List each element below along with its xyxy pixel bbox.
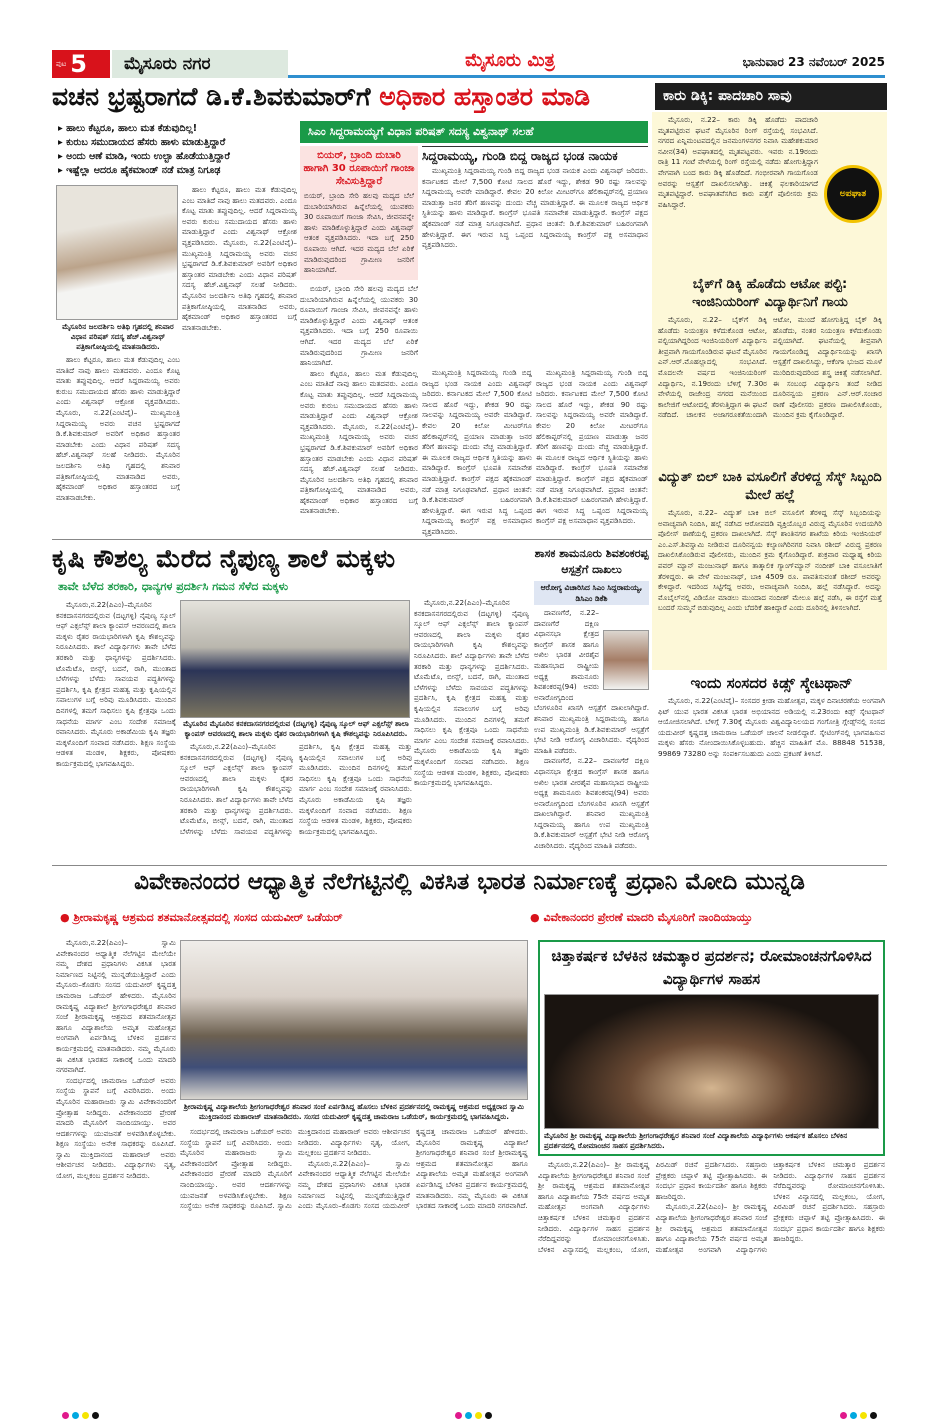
mla-story — [534, 546, 649, 860]
accident-badge: ಅಪಘಾತ — [824, 165, 882, 223]
page-number: 5 — [70, 50, 87, 78]
sidebar-body: ಬಿಯರ್, ಬ್ರಾಂದಿ ಸೇರಿ ಹಲವು ಮದ್ಯದ ಬೆಲೆ ದುಬಾರಿಯಾಗಿರುವ ಹಿನ್ನೆಲೆಯಲ್ಲಿ ಯುವಕರು 30 ರೂಪಾಯಿಗೆ ಗಾಂಜಾ ಸೇವಿಸಿ, ಜೀವನವನ್ನೇ ಹಾಳು ಮಾಡಿಕೊಳ್ಳುತ್ತಿದ್ದಾರೆ ಎಂದು ವಿಶ್ವನಾಥ್ ಆತಂಕ ವ್ಯಕ್ತಪಡಿಸಿದರು. ಇದಾ ಬಗ್ಗೆ 250 ರೂಪಾಯಿ ಆಗಿದೆ. ಇದರ ಮದ್ಯದ ಬೆಲೆ ಏರಿಕೆ ಮಾಡಿರುವುದರಿಂದ ಗ್ರಾಮೀಣ ಜನರಿಗೆ ಹಾನಿಯಾಗಿದೆ. — [304, 191, 414, 275]
photo-caption: ಮೈಸೂರಿನ ಜಲದರ್ಶಿನಿ ಅತಿಥಿ ಗೃಹದಲ್ಲಿ ಶನಿವಾರ ವಿಧಾನ ಪರಿಷತ್ ಸದಸ್ಯ ಹೆಚ್.ವಿಶ್ವನಾಥ್ ಪತ್ರಿಕಾಗೋಷ್ಠಿಯಲ್ಲಿ ಮಾತನಾಡಿದರು. — [62, 322, 174, 351]
agriculture-headline: ಕೃಷಿ ಕೌಶಲ್ಯ ಮೆರೆದ ನೈಪುಣ್ಯ ಶಾಲೆ ಮಕ್ಕಳು — [52, 544, 396, 573]
page-label: ಪುಟ — [56, 59, 67, 68]
masthead-logo: ಮೈಸೂರು ಮಿತ್ರ — [465, 50, 555, 71]
agriculture-subheadline: ತಾವೇ ಬೆಳೆದ ತರಕಾರಿ, ಧಾನ್ಯಗಳ ಪ್ರದರ್ಶಿಸಿ ಗಮನ ಸೆಳೆದ ಮಕ್ಕಳು — [58, 580, 289, 593]
light-show-box — [538, 940, 885, 1156]
story1-mid-stack — [300, 146, 418, 530]
bullet-item: ▸ ಕುರುಬ ಸಮುದಾಯದ ಹೆಸರು ಹಾಳು ಮಾಡುತ್ತಿದ್ದಾರೆ — [58, 137, 226, 148]
story2-photo-stack — [180, 600, 412, 860]
story4-photo-stack — [180, 940, 528, 1398]
event-stage-photo — [180, 940, 528, 1100]
sub-headline: ಸಿದ್ದರಾಮಯ್ಯ, ಗುಂಡಿ ಬಿದ್ದ ರಾಜ್ಯದ ಭಂಡ ನಾಯಕ — [422, 146, 648, 164]
bullet-item: ▸ ಇಷ್ಟೆಲ್ಲಾ ಆದರೂ ಹೈಕಮಾಂಡ್ ನಡೆ ಮಾತ್ರ ನಿಗೂಢ — [58, 165, 221, 176]
green-subhead-bar: ಸಿಎಂ ಸಿದ್ದರಾಮಯ್ಯಗೆ ವಿಧಾನ ಪರಿಷತ್ ಸದಸ್ಯ ವಿಶ್ವನಾಥ್ ಸಲಹೆ — [300, 121, 648, 143]
headline-bullets — [58, 122, 300, 180]
story1-right-stack — [422, 146, 648, 364]
article-body: ಮೈಸೂರು,ನ.22(ಪಿಎಂ)–ಮೈಸೂರಿನ ಕನಕದಾಸನಗರದಲ್ಲಿರುವ (ದಟ್ಟಗಳ್ಳಿ) ನೈಪುಣ್ಯ ಸ್ಕೂಲ್ ಆಫ್ ಎಕ್ಸಲೆನ್ಸ್ ಶಾಲಾ ಕ್ಯಾಂಪಸ್ ಆವರಣದಲ್ಲಿ ಶಾಲಾ ಮಕ್ಕಳು ರೈತರ ರಾಯಭಾರಿಗಳಾಗಿ ಕೃಷಿ ಕೌಶಲ್ಯವನ್ನು ನಿರೂಪಿಸಿದರು. ಶಾಲೆ ವಿದ್ಯಾರ್ಥಿಗಳು ತಾವೇ ಬೆಳೆದ ತರಕಾರಿ ಮತ್ತು ಧಾನ್ಯಗಳನ್ನು ಪ್ರದರ್ಶಿಸಿದರು. ಟೊಮೆಟೊ, ಬೀನ್ಸ್, ಬದನೆ, ರಾಗಿ, ಮುಂತಾದ ಬೆಳೆಗಳನ್ನು ಬೆಳೆದು ಸಾವಯವ ಪದ್ಧತಿಗಳನ್ನು ಪ್ರದರ್ಶಿಸಿ, ಕೃಷಿ ಕ್ಷೇತ್ರದ ಮಹತ್ವ ಮತ್ತು ಕೃಷಿಯಲ್ಲಿನ ಸವಾಲುಗಳ ಬಗ್ಗೆ ಅರಿವು ಮೂಡಿಸಿದರು. ಮುಂದಿನ ದಿನಗಳಲ್ಲಿ ತಮಗೆ ಸಾಧಿಸಲು ಕೃಷಿ ಕ್ಷೇತ್ರವೂ ಒಂದು ಸಾಧನೆಯ ಮಾರ್ಗ ಎಂಬ ಸಂದೇಶ ಸಮಾಜಕ್ಕೆ ರವಾನಿಸಿದರು. ಮೈಸೂರು ಅಕಾಡೆಮಿಯ ಕೃಷಿ ತಜ್ಞರು ಮಕ್ಕಳೊಂದಿಗೆ ಸಂವಾದ ನಡೆಸಿದರು. ಶಿಕ್ಷಣ ಸಂಸ್ಥೆಯ ಆಡಳಿತ ಮಂಡಳಿ, ಶಿಕ್ಷಕರು, ಪೋಷಕರು ಕಾರ್ಯಕ್ರಮದಲ್ಲಿ ಭಾಗವಹಿಸಿದ್ದರು. — [180, 742, 412, 836]
story1-left-stack — [56, 185, 180, 530]
article-body: ಮೈಸೂರು,ನ.22(ಪಿಎಂ)– ಶ್ರೀ ರಾಮಕೃಷ್ಣ ವಿದ್ಯಾಶಾಲೆಯ ಶ್ರೀಗಂಗಾಧರೇಶ್ವರ ಶನಿವಾರ ಸಂಜೆ ಶ್ರೀ ರಾಮಕೃಷ್ಣ ಆಶ್ರಮದ ಶತಮಾನೋತ್ಸವ ಹಾಗೂ ವಿದ್ಯಾಶಾಲೆಯ 75ನೇ ವರ್ಷದ ಅಮೃತ ಮಹೋತ್ಸವ ಅಂಗವಾಗಿ ವಿದ್ಯಾರ್ಥಿಗಳು ಚಿತ್ತಾಕರ್ಷಕ ಬೆಳಕಿನ ಚಮತ್ಕಾರ ಪ್ರದರ್ಶನ ನೀಡಿದರು. ವಿದ್ಯಾರ್ಥಿಗಳ ಸಾಹಸ ಪ್ರದರ್ಶನ ನೆರೆದಿದ್ದವರನ್ನು ರೋಮಾಂಚನಗೊಳಿಸಿತು. ಬೆಳಕಿನ ವಿನ್ಯಾಸದಲ್ಲಿ ಮಲ್ಲಕಂಬ, ಯೋಗ, ಪಿರಮಿಡ್ ರಚನೆ ಪ್ರದರ್ಶಿಸಿದರು. ಸಹಸ್ರಾರು ಪ್ರೇಕ್ಷಕರು ಚಪ್ಪಾಳೆ ತಟ್ಟಿ ಪ್ರೋತ್ಸಾಹಿಸಿದರು. ಈ ಸಂದರ್ಭ ಪ್ರಧಾನ ಕಾರ್ಯದರ್ಶಿ ಹಾಗೂ ಶಿಕ್ಷಕರು ಹಾಜರಿದ್ದರು. ಮೈಸೂರು,ನ.22(ಪಿಎಂ)– ಶ್ರೀ ರಾಮಕೃಷ್ಣ ವಿದ್ಯಾಶಾಲೆಯ ಶ್ರೀಗಂಗಾಧರೇಶ್ವರ ಶನಿವಾರ ಸಂಜೆ ಶ್ರೀ ರಾಮಕೃಷ್ಣ ಆಶ್ರಮದ ಶತಮಾನೋತ್ಸವ ಹಾಗೂ ವಿದ್ಯಾಶಾಲೆಯ 75ನೇ ವರ್ಷದ ಅಮೃತ ಮಹೋತ್ಸವ ಅಂಗವಾಗಿ ವಿದ್ಯಾರ್ಥಿಗಳು ಚಿತ್ತಾಕರ್ಷಕ ಬೆಳಕಿನ ಚಮತ್ಕಾರ ಪ್ರದರ್ಶನ ನೀಡಿದರು. ವಿದ್ಯಾರ್ಥಿಗಳ ಸಾಹಸ ಪ್ರದರ್ಶನ ನೆರೆದಿದ್ದವರನ್ನು ರೋಮಾಂಚನಗೊಳಿಸಿತು. ಬೆಳಕಿನ ವಿನ್ಯಾಸದಲ್ಲಿ ಮಲ್ಲಕಂಬ, ಯೋಗ, ಪಿರಮಿಡ್ ರಚನೆ ಪ್ರದರ್ಶಿಸಿದರು. ಸಹಸ್ರಾರು ಪ್ರೇಕ್ಷಕರು ಚಪ್ಪಾಳೆ ತಟ್ಟಿ ಪ್ರೋತ್ಸಾಹಿಸಿದರು. ಈ ಸಂದರ್ಭ ಪ್ರಧಾನ ಕಾರ್ಯದರ್ಶಿ ಹಾಗೂ ಶಿಕ್ಷಕರು ಹಾಜರಿದ್ದರು. — [538, 1160, 885, 1254]
pink-sidebar-box — [300, 146, 418, 280]
page-tag — [52, 50, 110, 78]
vivekananda-sub2: ● ವಿವೇಕಾನಂದರ ಪ್ರೇರಣೆ ಮಾದರಿ ಮೈಸೂರಿಗೆ ನಾಂದಿಯಾಯ್ತು — [530, 911, 753, 924]
accident-headline: ಕಾರು ಡಿಕ್ಕಿ: ಪಾದಚಾರಿ ಸಾವು — [655, 83, 887, 110]
students-photo — [180, 600, 410, 718]
article-body: ಮೈಸೂರು,ನ.22(ಪಿಎಂ)–ಮೈಸೂರಿನ ಕನಕದಾಸನಗರದಲ್ಲಿರುವ (ದಟ್ಟಗಳ್ಳಿ) ನೈಪುಣ್ಯ ಸ್ಕೂಲ್ ಆಫ್ ಎಕ್ಸಲೆನ್ಸ್ ಶಾಲಾ ಕ್ಯಾಂಪಸ್ ಆವರಣದಲ್ಲಿ ಶಾಲಾ ಮಕ್ಕಳು ರೈತರ ರಾಯಭಾರಿಗಳಾಗಿ ಕೃಷಿ ಕೌಶಲ್ಯವನ್ನು ನಿರೂಪಿಸಿದರು. ಶಾಲೆ ವಿದ್ಯಾರ್ಥಿಗಳು ತಾವೇ ಬೆಳೆದ ತರಕಾರಿ ಮತ್ತು ಧಾನ್ಯಗಳನ್ನು ಪ್ರದರ್ಶಿಸಿದರು. ಟೊಮೆಟೊ, ಬೀನ್ಸ್, ಬದನೆ, ರಾಗಿ, ಮುಂತಾದ ಬೆಳೆಗಳನ್ನು ಬೆಳೆದು ಸಾವಯವ ಪದ್ಧತಿಗಳನ್ನು ಪ್ರದರ್ಶಿಸಿ, ಕೃಷಿ ಕ್ಷೇತ್ರದ ಮಹತ್ವ ಮತ್ತು ಕೃಷಿಯಲ್ಲಿನ ಸವಾಲುಗಳ ಬಗ್ಗೆ ಅರಿವು ಮೂಡಿಸಿದರು. ಮುಂದಿನ ದಿನಗಳಲ್ಲಿ ತಮಗೆ ಸಾಧಿಸಲು ಕೃಷಿ ಕ್ಷೇತ್ರವೂ ಒಂದು ಸಾಧನೆಯ ಮಾರ್ಗ ಎಂಬ ಸಂದೇಶ ಸಮಾಜಕ್ಕೆ ರವಾನಿಸಿದರು. ಮೈಸೂರು ಅಕಾಡೆಮಿಯ ಕೃಷಿ ತಜ್ಞರು ಮಕ್ಕಳೊಂದಿಗೆ ಸಂವಾದ ನಡೆಸಿದರು. ಶಿಕ್ಷಣ ಸಂಸ್ಥೆಯ ಆಡಳಿತ ಮಂಡಳಿ, ಶಿಕ್ಷಕರು, ಪೋಷಕರು ಕಾರ್ಯಕ್ರಮದಲ್ಲಿ ಭಾಗವಹಿಸಿದ್ದರು. — [56, 600, 176, 768]
article-body: ಹಾಲು ಕೆಟ್ಟರೂ, ಹಾಲು ಮತ ಕೆಡುವುದಿಲ್ಲ ಎಂಬ ಮಾತಿದೆ ನಾವು ಹಾಲು ಮತದವರು. ಎಂದೂ ಕೊಟ್ಟ ಮಾತು ತಪ್ಪುವುದಿಲ್ಲ. ಆದರೆ ಸಿದ್ದರಾಮಯ್ಯ ಅವರು ಕುರುಬ ಸಮುದಾಯದ ಹೆಸರು ಹಾಳು ಮಾಡುತ್ತಿದ್ದಾರೆ ಎಂದು ವಿಶ್ವನಾಥ್ ಆಕ್ರೋಶ ವ್ಯಕ್ತಪಡಿಸಿದರು. ಮೈಸೂರು, ನ.22(ಎಂಟಿವೈ)– ಮುಖ್ಯಮಂತ್ರಿ ಸಿದ್ದರಾಮಯ್ಯ ಅವರು ವಚನ ಭ್ರಷ್ಟರಾಗದೆ ಡಿ.ಕೆ.ಶಿವಕುಮಾರ್ ಅವರಿಗೆ ಅಧಿಕಾರ ಹಸ್ತಾಂತರ ಮಾಡಬೇಕು ಎಂದು ವಿಧಾನ ಪರಿಷತ್ ಸದಸ್ಯ ಹೆಚ್.ವಿಶ್ವನಾಥ್ ಸಲಹೆ ನೀಡಿದರು. ಮೈಸೂರಿನ ಜಲದರ್ಶಿನಿ ಅತಿಥಿ ಗೃಹದಲ್ಲಿ ಶನಿವಾರ ಪತ್ರಿಕಾಗೋಷ್ಠಿಯಲ್ಲಿ ಮಾತನಾಡಿದ ಅವರು, ಹೈಕಮಾಂಡ್ ಅಧಿಕಾರ ಹಸ್ತಾಂತರದ ಬಗ್ಗೆ ಮಾತನಾಡಬೇಕು. — [182, 185, 297, 332]
article-body: ಮುಖ್ಯಮಂತ್ರಿ ಸಿದ್ದರಾಮಯ್ಯ ಗುಂಡಿ ಬಿದ್ದ ರಾಜ್ಯದ ಭಂಡ ನಾಯಕ ಎಂದು ವಿಶ್ವನಾಥ್ ಜರಿದರು. ಕರ್ನಾಟಕದ ಮೇಲೆ 7,500 ಕೋಟಿ ಸಾಲದ ಹೊರೆ ಇದ್ದು, ಶೇಕಡ 90 ರಷ್ಟು ಸಾಲವನ್ನು ಸಿದ್ದರಾಮಯ್ಯ ಅವರೇ ಮಾಡಿದ್ದಾರೆ. ಕೇವಲ 20 ಕಿಲೋ ಮೀಟರ್‌ಗೂ ಹೆಲಿಕಾಪ್ಟರ್‌ನಲ್ಲಿ ಪ್ರಯಾಣ ಮಾಡುತ್ತಾ ಜನರ ತೆರಿಗೆ ಹಣವನ್ನು ದುಂದು ವೆಚ್ಚ ಮಾಡುತ್ತಿದ್ದಾರೆ. ಈ ಮೂಲಕ ರಾಜ್ಯದ ಆರ್ಥಿಕ ಸ್ಥಿತಿಯನ್ನು ಹಾಳು ಮಾಡಿದ್ದಾರೆ. ಕಾಂಗ್ರೆಸ್ ಭೂಪತಿ ಸಮಾವೇಶ ಮಾಡುತ್ತಿದ್ದಾರೆ. ಕಾಂಗ್ರೆಸ್ ಪಕ್ಷದ ಹೈಕಮಾಂಡ್ ನಡೆ ಮಾತ್ರ ನಿಗೂಢವಾಗಿದೆ. ಪ್ರಧಾನ ಚಿಂತನೆ: ಡಿ.ಕೆ.ಶಿವಕುಮಾರ್ ಬಹಿರಂಗವಾಗಿ ಹೇಳುತ್ತಿದ್ದಾರೆ. ಈಗ ಇರುವ ಸಿದ್ಧ ಒಪ್ಪಂದ ಸಿದ್ದರಾಮಯ್ಯ ಕಾಂಗ್ರೆಸ್ ಪಕ್ಷ ಅಸಮಾಧಾನ ವ್ಯಕ್ತಪಡಿಸಿದರು. — [536, 368, 648, 526]
skatathon-headline: ಇಂದು ಸಂಸದರ ಕಿಡ್ಸ್ ಸ್ಕೇಟಥಾನ್ — [690, 674, 853, 692]
article-body: ದಾವಣಗೆರೆ, ನ.22– ದಾವಣಗೆರೆ ದಕ್ಷಿಣ ವಿಧಾನಸಭಾ ಕ್ಷೇತ್ರದ ಕಾಂಗ್ರೆಸ್ ಶಾಸಕ ಹಾಗೂ ಅಖಿಲ ಭಾರತ ವೀರಶೈವ ಮಹಾಸಭಾದ ರಾಷ್ಟ್ರೀಯ ಅಧ್ಯಕ್ಷ ಶಾಮನೂರು ಶಿವಶಂಕರಪ್ಪ(94) ಅವರು ಅನಾರೋಗ್ಯದಿಂದ ಬೆಂಗಳೂರಿನ ಖಾಸಗಿ ಆಸ್ಪತ್ರೆಗೆ ದಾಖಲಾಗಿದ್ದಾರೆ. ಶನಿವಾರ ಮುಖ್ಯಮಂತ್ರಿ ಸಿದ್ದರಾಮಯ್ಯ ಹಾಗೂ ಉಪ ಮುಖ್ಯಮಂತ್ರಿ ಡಿ.ಕೆ.ಶಿವಕುಮಾರ್ ಆಸ್ಪತ್ರೆಗೆ ಭೇಟಿ ನೀಡಿ ಆರೋಗ್ಯ ವಿಚಾರಿಸಿದರು. ವೈದ್ಯರಿಂದ ಮಾಹಿತಿ ಪಡೆದರು. ದಾವಣಗೆರೆ, ನ.22– ದಾವಣಗೆರೆ ದಕ್ಷಿಣ ವಿಧಾನಸಭಾ ಕ್ಷೇತ್ರದ ಕಾಂಗ್ರೆಸ್ ಶಾಸಕ ಹಾಗೂ ಅಖಿಲ ಭಾರತ ವೀರಶೈವ ಮಹಾಸಭಾದ ರಾಷ್ಟ್ರೀಯ ಅಧ್ಯಕ್ಷ ಶಾಮನೂರು ಶಿವಶಂಕರಪ್ಪ(94) ಅವರು ಅನಾರೋಗ್ಯದಿಂದ ಬೆಂಗಳೂರಿನ ಖಾಸಗಿ ಆಸ್ಪತ್ರೆಗೆ ದಾಖಲಾಗಿದ್ದಾರೆ. ಶನಿವಾರ ಮುಖ್ಯಮಂತ್ರಿ ಸಿದ್ದರಾಮಯ್ಯ ಹಾಗೂ ಉಪ ಮುಖ್ಯಮಂತ್ರಿ ಡಿ.ಕೆ.ಶಿವಕುಮಾರ್ ಆಸ್ಪತ್ರೆಗೆ ಭೇಟಿ ನೀಡಿ ಆರೋಗ್ಯ ವಿಚಾರಿಸಿದರು. ವೈದ್ಯರಿಂದ ಮಾಹಿತಿ ಪಡೆದರು. — [534, 608, 649, 851]
politician-photo — [56, 185, 178, 320]
article-body: ಮೈಸೂರು, ನ.22– ಬೈಕ್‌ಗೆ ಡಿಕ್ಕಿ ಹೊಡೆದು ನಿಯಂತ್ರಣ ಕಳೆದುಕೊಂಡ ಆಟೋ, ಪಲ್ಟಿಯಾಗಿದ್ದರಿಂದ ಇಂಜಿನಿಯರಿಂಗ್ ವಿದ್ಯಾರ್ಥಿನಿ ತೀವ್ರವಾಗಿ ಗಾಯಗೊಂಡಿರುವ ಘಟನೆ ಮೈಸೂರಿನ ಎನ್.ಆರ್.ಮೊಹಲ್ಲಾದಲ್ಲಿ ಸಂಭವಿಸಿದೆ. ಮೊದಲನೇ ವರ್ಷದ ಇಂಜಿನಿಯರಿಂಗ್ ವಿದ್ಯಾರ್ಥಿನಿ, ನ.19ರಂದು ಬೆಳಿಗ್ಗೆ 7.30ರ ವೇಳೆಯಲ್ಲಿ ರಾಜೇಂದ್ರ ನಗರದ ಮನೆಯಿಂದ ಕಾಲೇಜಿಗೆ ಆಟೋದಲ್ಲಿ ತೆರಳುತ್ತಿದ್ದಾಗ ಈ ಘಟನೆ ನಡೆದಿದೆ. ಚಾಲಕನ ಅಜಾಗರೂಕತೆಯಿಂದಾಗಿ ಆಟೋ, ಮುಂದೆ ಹೋಗುತ್ತಿದ್ದ ಬೈಕ್ ಡಿಕ್ಕಿ ಹೊಡೆದು, ನಂತರ ನಿಯಂತ್ರಣ ಕಳೆದುಕೊಂಡು ಪಲ್ಟಿಯಾಗಿದೆ. ಘಟನೆಯಲ್ಲಿ ತೀವ್ರವಾಗಿ ಗಾಯಗೊಂಡಿದ್ದ ವಿದ್ಯಾರ್ಥಿನಿಯನ್ನು ಖಾಸಗಿ ಆಸ್ಪತ್ರೆಗೆ ದಾಖಲಿಸಿದ್ದು, ಆಕೆಂಗಾ ಭುಜದ ಮೂಳೆ ಮುರಿದಿರುವುದರಿಂದ ಶಸ್ತ್ರ ಚಿಕಿತ್ಸೆ ನಡೆಸಲಾಗಿದೆ. ಈ ಸಂಬಂಧ ವಿದ್ಯಾರ್ಥಿನಿ ತಂದೆ ನೀಡಿದ ದೂರಿನನ್ವಯ ಪ್ರಕರಣ ಎನ್.ಆರ್.ಸಂಚಾರ ಠಾಣೆ ಪೊಲೀಸರು ಪ್ರಕರಣ ದಾಖಲಿಸಿಕೊಂಡು, ಮುಂದಿನ ಕ್ರಮ ಕೈಗೊಂಡಿದ್ದಾರೆ. — [658, 315, 882, 420]
article-body: ಮುಖ್ಯಮಂತ್ರಿ ಸಿದ್ದರಾಮಯ್ಯ ಗುಂಡಿ ಬಿದ್ದ ರಾಜ್ಯದ ಭಂಡ ನಾಯಕ ಎಂದು ವಿಶ್ವನಾಥ್ ಜರಿದರು. ಕರ್ನಾಟಕದ ಮೇಲೆ 7,500 ಕೋಟಿ ಸಾಲದ ಹೊರೆ ಇದ್ದು, ಶೇಕಡ 90 ರಷ್ಟು ಸಾಲವನ್ನು ಸಿದ್ದರಾಮಯ್ಯ ಅವರೇ ಮಾಡಿದ್ದಾರೆ. ಕೇವಲ 20 ಕಿಲೋ ಮೀಟರ್‌ಗೂ ಹೆಲಿಕಾಪ್ಟರ್‌ನಲ್ಲಿ ಪ್ರಯಾಣ ಮಾಡುತ್ತಾ ಜನರ ತೆರಿಗೆ ಹಣವನ್ನು ದುಂದು ವೆಚ್ಚ ಮಾಡುತ್ತಿದ್ದಾರೆ. ಈ ಮೂಲಕ ರಾಜ್ಯದ ಆರ್ಥಿಕ ಸ್ಥಿತಿಯನ್ನು ಹಾಳು ಮಾಡಿದ್ದಾರೆ. ಕಾಂಗ್ರೆಸ್ ಭೂಪತಿ ಸಮಾವೇಶ ಮಾಡುತ್ತಿದ್ದಾರೆ. ಕಾಂಗ್ರೆಸ್ ಪಕ್ಷದ ಹೈಕಮಾಂಡ್ ನಡೆ ಮಾತ್ರ ನಿಗೂಢವಾಗಿದೆ. ಪ್ರಧಾನ ಚಿಂತನೆ: ಡಿ.ಕೆ.ಶಿವಕುಮಾರ್ ಬಹಿರಂಗವಾಗಿ ಹೇಳುತ್ತಿದ್ದಾರೆ. ಈಗ ಇರುವ ಸಿದ್ಧ ಒಪ್ಪಂದ ಸಿದ್ದರಾಮಯ್ಯ ಕಾಂಗ್ರೆಸ್ ಪಕ್ಷ ಅಸಮಾಧಾನ ವ್ಯಕ್ತಪಡಿಸಿದರು. — [422, 368, 532, 536]
mla-portrait — [603, 630, 649, 690]
photo-caption: ಮೈಸೂರಿನ ಶ್ರೀ ರಾಮಕೃಷ್ಣ ವಿದ್ಯಾಶಾಲೆಯ ಶ್ರೀಗಂಗಾಧರೇಶ್ವರ ಶನಿವಾರ ಸಂಜೆ ವಿದ್ಯಾಶಾಲೆಯ ವಿದ್ಯಾರ್ಥಿಗಳು ಆಕರ್ಷಕ ಹೊಸಲು ಬೆಳಕಿನ ಪ್ರದರ್ಶನದಲ್ಲಿ ರೋಮಾಂಚನ ಸಾಹಸ ಪ್ರದರ್ಶಿಸಿದರು. — [544, 1131, 848, 1150]
photo-caption: ಶ್ರೀರಾಮಕೃಷ್ಣ ವಿದ್ಯಾಶಾಲೆಯ ಶ್ರೀಗಂಗಾಧರೇಶ್ವರ ಶನಿವಾರ ಸಂಜೆ ಏರ್ಪಡಿಸಿದ್ದ ಹೊಸಲು ಬೆಳಕಿನ ಪ್ರದರ್ಶನದಲ್ಲಿ ರಾಮಕೃಷ್ಣ ಆಶ್ರಮದ ಅಧ್ಯಕ್ಷರಾದ ಸ್ವಾಮಿ ಮುಕ್ತಿದಾನಂದ ಮಹಾರಾಜ್ ಮಾತನಾಡಿದರು. ಸಂಸದ ಯದುವೀರ್ ಕೃಷ್ಣದತ್ತ ಚಾಮರಾಜ ಒಡೆಯರ್, ಕಾರ್ಯಕ್ರಮದಲ್ಲಿ ಭಾಗವಹಿಸಿದ್ದರು. — [183, 1102, 525, 1121]
vivekananda-headline: ವಿವೇಕಾನಂದರ ಆಧ್ಯಾತ್ಮಿಕ ನೆಲೆಗಟ್ಟಿನಲ್ಲಿ ವಿಕಸಿತ ಭಾರತ ನಿರ್ಮಾಣಕ್ಕೆ ಪ್ರಧಾನಿ ಮೋದಿ ಮುನ್ನಡಿ — [134, 869, 805, 895]
right-column — [652, 112, 887, 670]
vivekananda-sub1: ● ಶ್ರೀರಾಮಕೃಷ್ಣ ಆಶ್ರಮದ ಶತಮಾನೋತ್ಸವದಲ್ಲಿ ಸಂಸದ ಯದುವೀರ್ ಒಡೆಯರ್ — [60, 911, 343, 924]
issue-date: ಭಾನುವಾರ 23 ನವೆಂಬರ್ 2025 — [742, 55, 885, 69]
mla-blue-box: ಆರೋಗ್ಯ ವಿಚಾರಿಸಿದ ಸಿಎಂ ಸಿದ್ದರಾಮಯ್ಯ, ಡಿಸಿಎಂ ಡಿಕೆಶಿ — [534, 581, 649, 605]
article-body: ಮುಖ್ಯಮಂತ್ರಿ ಸಿದ್ದರಾಮಯ್ಯ ಗುಂಡಿ ಬಿದ್ದ ರಾಜ್ಯದ ಭಂಡ ನಾಯಕ ಎಂದು ವಿಶ್ವನಾಥ್ ಜರಿದರು. ಕರ್ನಾಟಕದ ಮೇಲೆ 7,500 ಕೋಟಿ ಸಾಲದ ಹೊರೆ ಇದ್ದು, ಶೇಕಡ 90 ರಷ್ಟು ಸಾಲವನ್ನು ಸಿದ್ದರಾಮಯ್ಯ ಅವರೇ ಮಾಡಿದ್ದಾರೆ. ಕೇವಲ 20 ಕಿಲೋ ಮೀಟರ್‌ಗೂ ಹೆಲಿಕಾಪ್ಟರ್‌ನಲ್ಲಿ ಪ್ರಯಾಣ ಮಾಡುತ್ತಾ ಜನರ ತೆರಿಗೆ ಹಣವನ್ನು ದುಂದು ವೆಚ್ಚ ಮಾಡುತ್ತಿದ್ದಾರೆ. ಈ ಮೂಲಕ ರಾಜ್ಯದ ಆರ್ಥಿಕ ಸ್ಥಿತಿಯನ್ನು ಹಾಳು ಮಾಡಿದ್ದಾರೆ. ಕಾಂಗ್ರೆಸ್ ಭೂಪತಿ ಸಮಾವೇಶ ಮಾಡುತ್ತಿದ್ದಾರೆ. ಕಾಂಗ್ರೆಸ್ ಪಕ್ಷದ ಹೈಕಮಾಂಡ್ ನಡೆ ಮಾತ್ರ ನಿಗೂಢವಾಗಿದೆ. ಪ್ರಧಾನ ಚಿಂತನೆ: ಡಿ.ಕೆ.ಶಿವಕುಮಾರ್ ಬಹಿರಂಗವಾಗಿ ಹೇಳುತ್ತಿದ್ದಾರೆ. ಈಗ ಇರುವ ಸಿದ್ಧ ಒಪ್ಪಂದ ಸಿದ್ದರಾಮಯ್ಯ ಕಾಂಗ್ರೆಸ್ ಪಕ್ಷ ಅಸಮಾಧಾನ ವ್ಯಕ್ತಪಡಿಸಿದರು. — [422, 166, 648, 250]
divider — [52, 539, 652, 540]
light-show-photo — [544, 994, 879, 1129]
article-body: ಹಾಲು ಕೆಟ್ಟರೂ, ಹಾಲು ಮತ ಕೆಡುವುದಿಲ್ಲ ಎಂಬ ಮಾತಿದೆ ನಾವು ಹಾಲು ಮತದವರು. ಎಂದೂ ಕೊಟ್ಟ ಮಾತು ತಪ್ಪುವುದಿಲ್ಲ. ಆದರೆ ಸಿದ್ದರಾಮಯ್ಯ ಅವರು ಕುರುಬ ಸಮುದಾಯದ ಹೆಸರು ಹಾಳು ಮಾಡುತ್ತಿದ್ದಾರೆ ಎಂದು ವಿಶ್ವನಾಥ್ ಆಕ್ರೋಶ ವ್ಯಕ್ತಪಡಿಸಿದರು. ಮೈಸೂರು, ನ.22(ಎಂಟಿವೈ)– ಮುಖ್ಯಮಂತ್ರಿ ಸಿದ್ದರಾಮಯ್ಯ ಅವರು ವಚನ ಭ್ರಷ್ಟರಾಗದೆ ಡಿ.ಕೆ.ಶಿವಕುಮಾರ್ ಅವರಿಗೆ ಅಧಿಕಾರ ಹಸ್ತಾಂತರ ಮಾಡಬೇಕು ಎಂದು ವಿಧಾನ ಪರಿಷತ್ ಸದಸ್ಯ ಹೆಚ್.ವಿಶ್ವನಾಥ್ ಸಲಹೆ ನೀಡಿದರು. ಮೈಸೂರಿನ ಜಲದರ್ಶಿನಿ ಅತಿಥಿ ಗೃಹದಲ್ಲಿ ಶನಿವಾರ ಪತ್ರಿಕಾಗೋಷ್ಠಿಯಲ್ಲಿ ಮಾತನಾಡಿದ ಅವರು, ಹೈಕಮಾಂಡ್ ಅಧಿಕಾರ ಹಸ್ತಾಂತರದ ಬಗ್ಗೆ ಮಾತನಾಡಬೇಕು. — [56, 355, 180, 502]
article-body: ಬಿಯರ್, ಬ್ರಾಂದಿ ಸೇರಿ ಹಲವು ಮದ್ಯದ ಬೆಲೆ ದುಬಾರಿಯಾಗಿರುವ ಹಿನ್ನೆಲೆಯಲ್ಲಿ ಯುವಕರು 30 ರೂಪಾಯಿಗೆ ಗಾಂಜಾ ಸೇವಿಸಿ, ಜೀವನವನ್ನೇ ಹಾಳು ಮಾಡಿಕೊಳ್ಳುತ್ತಿದ್ದಾರೆ ಎಂದು ವಿಶ್ವನಾಥ್ ಆತಂಕ ವ್ಯಕ್ತಪಡಿಸಿದರು. ಇದಾ ಬಗ್ಗೆ 250 ರೂಪಾಯಿ ಆಗಿದೆ. ಇದರ ಮದ್ಯದ ಬೆಲೆ ಏರಿಕೆ ಮಾಡಿರುವುದರಿಂದ ಗ್ರಾಮೀಣ ಜನರಿಗೆ ಹಾನಿಯಾಗಿದೆ. ಹಾಲು ಕೆಟ್ಟರೂ, ಹಾಲು ಮತ ಕೆಡುವುದಿಲ್ಲ ಎಂಬ ಮಾತಿದೆ ನಾವು ಹಾಲು ಮತದವರು. ಎಂದೂ ಕೊಟ್ಟ ಮಾತು ತಪ್ಪುವುದಿಲ್ಲ. ಆದರೆ ಸಿದ್ದರಾಮಯ್ಯ ಅವರು ಕುರುಬ ಸಮುದಾಯದ ಹೆಸರು ಹಾಳು ಮಾಡುತ್ತಿದ್ದಾರೆ ಎಂದು ವಿಶ್ವನಾಥ್ ಆಕ್ರೋಶ ವ್ಯಕ್ತಪಡಿಸಿದರು. ಮೈಸೂರು, ನ.22(ಎಂಟಿವೈ)– ಮುಖ್ಯಮಂತ್ರಿ ಸಿದ್ದರಾಮಯ್ಯ ಅವರು ವಚನ ಭ್ರಷ್ಟರಾಗದೆ ಡಿ.ಕೆ.ಶಿವಕುಮಾರ್ ಅವರಿಗೆ ಅಧಿಕಾರ ಹಸ್ತಾಂತರ ಮಾಡಬೇಕು ಎಂದು ವಿಧಾನ ಪರಿಷತ್ ಸದಸ್ಯ ಹೆಚ್.ವಿಶ್ವನಾಥ್ ಸಲಹೆ ನೀಡಿದರು. ಮೈಸೂರಿನ ಜಲದರ್ಶಿನಿ ಅತಿಥಿ ಗೃಹದಲ್ಲಿ ಶನಿವಾರ ಪತ್ರಿಕಾಗೋಷ್ಠಿಯಲ್ಲಿ ಮಾತನಾಡಿದ ಅವರು, ಹೈಕಮಾಂಡ್ ಅಧಿಕಾರ ಹಸ್ತಾಂತರದ ಬಗ್ಗೆ ಮಾತನಾಡಬೇಕು. — [300, 284, 418, 516]
article-body: ಅಪಘಾತ ಮೈಸೂರು, ನ.22– ಕಾರು ಡಿಕ್ಕಿ ಹೊಡೆದು ಪಾದಚಾರಿ ಮೃತಪಟ್ಟಿರುವ ಘಟನೆ ಮೈಸೂರಿನ ರಿಂಗ್ ರಸ್ತೆಯಲ್ಲಿ ಸಂಭವಿಸಿದೆ. ನಗರದ ಏನ್ನಿಮಂಟಪದಲ್ಲಿನ ಜನಮಂಗಳನಗರ ನಿವಾಸಿ ಮಹೇಶಕುಮಾರ ನವೀನ(34) ಅಪಘಾತದಲ್ಲಿ ಮೃತಪಟ್ಟವರು. ಇವರು ನ.19ರಂದು ರಾತ್ರಿ 11 ಗಂಟೆ ವೇಳೆಯಲ್ಲಿ ರಿಂಗ್ ರಸ್ತೆಯಲ್ಲಿ ನಡೆದು ಹೋಗುತ್ತಿದ್ದಾಗ ವೇಗವಾಗಿ ಬಂದ ಕಾರು ಡಿಕ್ಕಿ ಹೊಡೆದಿದೆ. ಗಂಭೀರವಾಗಿ ಗಾಯಗೊಂಡ ಅವರನ್ನು ಆಸ್ಪತ್ರೆಗೆ ದಾಖಲಿಸಲಾಗಿತ್ತು. ಚಿಕಿತ್ಸೆ ಫಲಕಾರಿಯಾಗದೆ ಮೃತಪಟ್ಟಿದ್ದಾರೆ. ಅಪಘಾತವೆಸಗಿದ ಕಾರು ಪತ್ತೆಗೆ ಪೊಲೀಸರು ಕ್ರಮ ವಹಿಸಿದ್ದಾರೆ. — [658, 115, 882, 270]
header-rule — [288, 75, 885, 78]
color-registration-marks — [455, 1404, 495, 1423]
cesc-headline: ವಿದ್ಯುತ್ ಬಿಲ್ ಬಾಕಿ ವಸೂಲಿಗೆ ತೆರಳಿದ್ದ ಸೆಸ್ಕ್ ಸಿಬ್ಬಂದಿ ಮೇಲೆ ಹಲ್ಲೆ — [658, 470, 882, 503]
bike-accident-headline: ಬೈಕ್‌ಗೆ ಡಿಕ್ಕಿ ಹೊಡೆದು ಆಟೋ ಪಲ್ಟಿ: ಇಂಜಿನಿಯರಿಂಗ್ ವಿದ್ಯಾರ್ಥಿನಿಗೆ ಗಾಯ — [692, 277, 848, 310]
divider — [52, 865, 887, 866]
color-registration-marks — [62, 1404, 102, 1423]
article-body: ಮೈಸೂರು, ನ.22(ಎಂಟಿವೈ)– ಸಂಸದರ ಕ್ರೀಡಾ ಮಹೋತ್ಸವ, ಮಕ್ಕಳ ದಿನಾಚರಣೆಯ ಅಂಗವಾಗಿ ಫಿಟ್ ಯುವ ಭಾರತ ವಿಕಸಿತ ಭಾರತ ಅಭಿಯಾನದ ಅಡಿಯಲ್ಲಿ ನ.23ರಂದು ಕಿಡ್ಸ್ ಸ್ಕೇಟಥಾನ್ ಆಯೋಜಿಸಲಾಗಿದೆ. ಬೆಳಿಗ್ಗೆ 7.30ಕ್ಕೆ ಮೈಸೂರು ವಿಶ್ವವಿದ್ಯಾನಿಲಯದ ಗಂಗೋತ್ರಿ ಗ್ಲೇಡ್ಸ್‌ನಲ್ಲಿ ಸಂಸದ ಯದುವೀರ್ ಕೃಷ್ಣದತ್ತ ಚಾಮರಾಜ ಒಡೆಯರ್ ಚಾಲನೆ ನೀಡಲಿದ್ದಾರೆ. ಸ್ಕೇಟಿಂಗ್‌ನಲ್ಲಿ ಭಾಗವಹಿಸುವ ಮಕ್ಕಳು ಹೆಸರು ನೋಂದಾಯಿಸಿಕೊಳ್ಳಬಹುದು. ಹೆಚ್ಚಿನ ಮಾಹಿತಿಗೆ ಮೊ. 88848 51538, 99869 73280 ಅನ್ನು ಸಂಪರ್ಕಿಸಬಹುದು ಎಂದು ಪ್ರಕಟಣೆ ತಿಳಿಸಿದೆ. — [658, 696, 885, 758]
article-body: ಮೈಸೂರು, ನ.22– ವಿದ್ಯುತ್ ಬಾಕಿ ಬಿಲ್ ವಸೂಲಿಗೆ ತೆರಳಿದ್ದ ಸೆಸ್ಕ್ ಸಿಬ್ಬಂದಿಯನ್ನು ಅವಾಚ್ಯವಾಗಿ ನಿಂದಿಸಿ, ಹಲ್ಲೆ ನಡೆಸಿದ ಆರೋಪದಡಿ ವ್ಯಕ್ತಿಯೊಬ್ಬರ ವಿರುದ್ಧ ಮೈಸೂರಿನ ಉದಯಗಿರಿ ಪೊಲೀಸ್ ಠಾಣೆಯಲ್ಲಿ ಪ್ರಕರಣ ದಾಖಲಾಗಿದೆ. ಸೆಸ್ಕ್ ಶಾಂತಿನಗರ ಶಾಖೆಯ ಕಿರಿಯ ಇಂಜಿನಿಯರ್ ಎಂ.ಎಸ್.ಶಿವಸ್ವಾಮಿ ನೀಡಿರುವ ದೂರಿನನ್ವಯ ಕಲ್ಯಾಣಗಿರಿನಗರ ನಿವಾಸಿ ರಶೀದ್ ವಿರುದ್ಧ ಪ್ರಕರಣ ದಾಖಲಿಸಿಕೊಂಡಿರುವ ಪೊಲೀಸರು, ಮುಂದಿನ ಕ್ರಮ ಕೈಗೊಂಡಿದ್ದಾರೆ. ಶುಕ್ರವಾರ ಮಧ್ಯಾಹ್ನ ಕಿರಿಯ ಪವರ್ ಮ್ಯಾನ್ ಮಂಜುನಾಥ್ ಹಾಗೂ ತಾತ್ಕಾಲಿಕ ಗ್ಯಾಂಗ್‌ಮ್ಯಾನ್ ನಂದೀಶ್ ಬಾಕಿ ವಸೂಲಾತಿಗೆ ತೆರಳಿದ್ದರು. ಈ ವೇಳೆ ಮಂಜುನಾಥ್, ಬಾಕಿ 4509 ರೂ. ಪಾವತಿಸುವಂತೆ ರಶೀದ್ ಅವರನ್ನು ಕೇಳಿದ್ದಾರೆ. ಇದರಿಂದ ಸಿಟ್ಟಿಗೆದ್ದ ಅವರು, ಅವಾಚ್ಯವಾಗಿ ನಿಂದಿಸಿ, ಹಲ್ಲೆ ನಡೆಸಿದ್ದಾರೆ. ಅದನ್ನು ಮೊಬೈಲ್‌ನಲ್ಲಿ ವಿಡಿಯೋ ಮಾಡಲು ಮುಂದಾದ ನಂದೀಶ್ ಮೇಲೂ ಹಲ್ಲೆ ನಡೆಸಿ, ಈ ರಸ್ತೆಗೆ ಮತ್ತೆ ಬಂದರೆ ಸುಮ್ಮನೆ ಬಿಡುವುದಿಲ್ಲ ಎಂದು ಬೆದರಿಕೆ ಹಾಕಿದ್ದಾರೆ ಎಂದು ದೂರಿನಲ್ಲಿ ತಿಳಿಸಲಾಗಿದೆ. — [658, 508, 882, 613]
light-show-headline: ಚಿತ್ತಾಕರ್ಷಕ ಬೆಳಕಿನ ಚಮತ್ಕಾರ ಪ್ರದರ್ಶನ; ರೋಮಾಂಚನಗೊಳಿಸಿದ ವಿದ್ಯಾರ್ಥಿಗಳ ಸಾಹಸ — [551, 947, 872, 988]
main-headline: ವಚನ ಭ್ರಷ್ಟರಾಗದೆ ಡಿ.ಕೆ.ಶಿವಕುಮಾರ್‌ಗೆ ಅಧಿಕಾರ ಹಸ್ತಾಂತರ ಮಾಡಿ — [52, 82, 591, 111]
skatathon-stack — [658, 674, 885, 862]
section-name: ಮೈಸೂರು ನಗರ — [112, 50, 288, 78]
article-body: ಸಂದರ್ಭದಲ್ಲಿ ಚಾಮರಾಜ ಒಡೆಯರ್ ಅವರು ಸಂಸ್ಥೆಯ ಸ್ಥಾಪನೆ ಬಗ್ಗೆ ವಿವರಿಸಿದರು. ಅಂದು ಮೈಸೂರಿನ ಮಹಾರಾಜರು ಸ್ವಾಮಿ ವಿವೇಕಾನಂದರಿಗೆ ಪ್ರೋತ್ಸಾಹ ನೀಡಿದ್ದರು. ವಿವೇಕಾನಂದರ ಪ್ರೇರಣೆ ಮಾದರಿ ಮೈಸೂರಿಗೆ ನಾಂದಿಯಾಯ್ತು. ಅವರ ಆದರ್ಶಗಳನ್ನು ಯುವಜನತೆ ಅಳವಡಿಸಿಕೊಳ್ಳಬೇಕು. ಶಿಕ್ಷಣ ಸಂಸ್ಥೆಯು ಅನೇಕ ಸಾಧಕರನ್ನು ರೂಪಿಸಿದೆ. ಸ್ವಾಮಿ ಮುಕ್ತಿದಾನಂದ ಮಹಾರಾಜ್ ಅವರು ಆಶೀರ್ವಚನ ನೀಡಿದರು. ವಿದ್ಯಾರ್ಥಿಗಳು ನೃತ್ಯ, ಯೋಗ, ಮಲ್ಲಕಂಬ ಪ್ರದರ್ಶನ ನೀಡಿದರು. ಮೈಸೂರು,ನ.22(ಪಿಎಂ)– ಸ್ವಾಮಿ ವಿವೇಕಾನಂದರ ಆಧ್ಯಾತ್ಮಿಕ ನೆಲೆಗಟ್ಟಿನ ಮೇಲೆಯೇ ನಮ್ಮ ದೇಶದ ಪ್ರಧಾನಿಗಳು ವಿಕಸಿತ ಭಾರತ ನಿರ್ಮಾಣದ ನಿಟ್ಟಿನಲ್ಲಿ ಮುನ್ನಡೆಯುತ್ತಿದ್ದಾರೆ ಎಂದು ಮೈಸೂರು–ಕೊಡಗು ಸಂಸದ ಯದುವೀರ್ ಕೃಷ್ಣದತ್ತ ಚಾಮರಾಜ ಒಡೆಯರ್ ಹೇಳಿದರು. ಮೈಸೂರಿನ ರಾಮಕೃಷ್ಣ ವಿದ್ಯಾಶಾಲೆ ಶ್ರೀಗಂಗಾಧರೇಶ್ವರ ಶನಿವಾರ ಸಂಜೆ ಶ್ರೀರಾಮಕೃಷ್ಣ ಆಶ್ರಮದ ಶತಮಾನೋತ್ಸವ ಹಾಗೂ ವಿದ್ಯಾಶಾಲೆಯ ಅಮೃತ ಮಹೋತ್ಸವ ಅಂಗವಾಗಿ ಏರ್ಪಡಿಸಿದ್ದ ಬೆಳಕಿನ ಪ್ರದರ್ಶನ ಕಾರ್ಯಕ್ರಮದಲ್ಲಿ ಮಾತನಾಡಿದರು. ನಮ್ಮ ಮೈಸೂರು ಈ ವಿಕಸಿತ ಭಾರತದ ಸಾಕಾರಕ್ಕೆ ಒಂದು ಮಾದರಿ ನಗರವಾಗಿದೆ. — [180, 1127, 528, 1211]
article-body: ಮೈಸೂರು,ನ.22(ಪಿಎಂ)–ಮೈಸೂರಿನ ಕನಕದಾಸನಗರದಲ್ಲಿರುವ (ದಟ್ಟಗಳ್ಳಿ) ನೈಪುಣ್ಯ ಸ್ಕೂಲ್ ಆಫ್ ಎಕ್ಸಲೆನ್ಸ್ ಶಾಲಾ ಕ್ಯಾಂಪಸ್ ಆವರಣದಲ್ಲಿ ಶಾಲಾ ಮಕ್ಕಳು ರೈತರ ರಾಯಭಾರಿಗಳಾಗಿ ಕೃಷಿ ಕೌಶಲ್ಯವನ್ನು ನಿರೂಪಿಸಿದರು. ಶಾಲೆ ವಿದ್ಯಾರ್ಥಿಗಳು ತಾವೇ ಬೆಳೆದ ತರಕಾರಿ ಮತ್ತು ಧಾನ್ಯಗಳನ್ನು ಪ್ರದರ್ಶಿಸಿದರು. ಟೊಮೆಟೊ, ಬೀನ್ಸ್, ಬದನೆ, ರಾಗಿ, ಮುಂತಾದ ಬೆಳೆಗಳನ್ನು ಬೆಳೆದು ಸಾವಯವ ಪದ್ಧತಿಗಳನ್ನು ಪ್ರದರ್ಶಿಸಿ, ಕೃಷಿ ಕ್ಷೇತ್ರದ ಮಹತ್ವ ಮತ್ತು ಕೃಷಿಯಲ್ಲಿನ ಸವಾಲುಗಳ ಬಗ್ಗೆ ಅರಿವು ಮೂಡಿಸಿದರು. ಮುಂದಿನ ದಿನಗಳಲ್ಲಿ ತಮಗೆ ಸಾಧಿಸಲು ಕೃಷಿ ಕ್ಷೇತ್ರವೂ ಒಂದು ಸಾಧನೆಯ ಮಾರ್ಗ ಎಂಬ ಸಂದೇಶ ಸಮಾಜಕ್ಕೆ ರವಾನಿಸಿದರು. ಮೈಸೂರು ಅಕಾಡೆಮಿಯ ಕೃಷಿ ತಜ್ಞರು ಮಕ್ಕಳೊಂದಿಗೆ ಸಂವಾದ ನಡೆಸಿದರು. ಶಿಕ್ಷಣ ಸಂಸ್ಥೆಯ ಆಡಳಿತ ಮಂಡಳಿ, ಶಿಕ್ಷಕರು, ಪೋಷಕರು ಕಾರ್ಯಕ್ರಮದಲ್ಲಿ ಭಾಗವಹಿಸಿದ್ದರು. — [414, 598, 529, 788]
photo-caption: ಮೈಸೂರಿನ ಮೈಸೂರಿನ ಕನಕದಾಸನಗರದಲ್ಲಿರುವ (ದಟ್ಟಗಳ್ಳಿ) ನೈಪುಣ್ಯ ಸ್ಕೂಲ್ ಆಫ್ ಎಕ್ಸಲೆನ್ಸ್ ಶಾಲಾ ಕ್ಯಾಂಪಸ್ ಆವರಣದಲ್ಲಿ ಶಾಲಾ ಮಕ್ಕಳು ರೈತರ ರಾಯಭಾರಿಗಳಾಗಿ ಕೃಷಿ ಕೌಶಲ್ಯವನ್ನು ನಿರೂಪಿಸಿದರು. — [183, 719, 409, 738]
article-body: ಮೈಸೂರು,ನ.22(ಪಿಎಂ)– ಸ್ವಾಮಿ ವಿವೇಕಾನಂದರ ಆಧ್ಯಾತ್ಮಿಕ ನೆಲೆಗಟ್ಟಿನ ಮೇಲೆಯೇ ನಮ್ಮ ದೇಶದ ಪ್ರಧಾನಿಗಳು ವಿಕಸಿತ ಭಾರತ ನಿರ್ಮಾಣದ ನಿಟ್ಟಿನಲ್ಲಿ ಮುನ್ನಡೆಯುತ್ತಿದ್ದಾರೆ ಎಂದು ಮೈಸೂರು–ಕೊಡಗು ಸಂಸದ ಯದುವೀರ್ ಕೃಷ್ಣದತ್ತ ಚಾಮರಾಜ ಒಡೆಯರ್ ಹೇಳಿದರು. ಮೈಸೂರಿನ ರಾಮಕೃಷ್ಣ ವಿದ್ಯಾಶಾಲೆ ಶ್ರೀಗಂಗಾಧರೇಶ್ವರ ಶನಿವಾರ ಸಂಜೆ ಶ್ರೀರಾಮಕೃಷ್ಣ ಆಶ್ರಮದ ಶತಮಾನೋತ್ಸವ ಹಾಗೂ ವಿದ್ಯಾಶಾಲೆಯ ಅಮೃತ ಮಹೋತ್ಸವ ಅಂಗವಾಗಿ ಏರ್ಪಡಿಸಿದ್ದ ಬೆಳಕಿನ ಪ್ರದರ್ಶನ ಕಾರ್ಯಕ್ರಮದಲ್ಲಿ ಮಾತನಾಡಿದರು. ನಮ್ಮ ಮೈಸೂರು ಈ ವಿಕಸಿತ ಭಾರತದ ಸಾಕಾರಕ್ಕೆ ಒಂದು ಮಾದರಿ ನಗರವಾಗಿದೆ. ಸಂದರ್ಭದಲ್ಲಿ ಚಾಮರಾಜ ಒಡೆಯರ್ ಅವರು ಸಂಸ್ಥೆಯ ಸ್ಥಾಪನೆ ಬಗ್ಗೆ ವಿವರಿಸಿದರು. ಅಂದು ಮೈಸೂರಿನ ಮಹಾರಾಜರು ಸ್ವಾಮಿ ವಿವೇಕಾನಂದರಿಗೆ ಪ್ರೋತ್ಸಾಹ ನೀಡಿದ್ದರು. ವಿವೇಕಾನಂದರ ಪ್ರೇರಣೆ ಮಾದರಿ ಮೈಸೂರಿಗೆ ನಾಂದಿಯಾಯ್ತು. ಅವರ ಆದರ್ಶಗಳನ್ನು ಯುವಜನತೆ ಅಳವಡಿಸಿಕೊಳ್ಳಬೇಕು. ಶಿಕ್ಷಣ ಸಂಸ್ಥೆಯು ಅನೇಕ ಸಾಧಕರನ್ನು ರೂಪಿಸಿದೆ. ಸ್ವಾಮಿ ಮುಕ್ತಿದಾನಂದ ಮಹಾರಾಜ್ ಅವರು ಆಶೀರ್ವಚನ ನೀಡಿದರು. ವಿದ್ಯಾರ್ಥಿಗಳು ನೃತ್ಯ, ಯೋಗ, ಮಲ್ಲಕಂಬ ಪ್ರದರ್ಶನ ನೀಡಿದರು. — [56, 938, 176, 1181]
sidebar-title: ಬಿಯರ್, ಬ್ರಾಂದಿ ದುಬಾರಿ ಹಾಗಾಗಿ 30 ರೂಪಾಯಿಗೆ ಗಾಂಜಾ ಸೇವಿಸುತ್ತಿದ್ದಾರೆ — [303, 150, 415, 187]
mla-headline: ಶಾಸಕ ಶಾಮನೂರು ಶಿವಶಂಕರಪ್ಪ ಆಸ್ಪತ್ರೆಗೆ ದಾಖಲು — [534, 547, 649, 576]
bullet-item: ▸ ಹಾಲು ಕೆಟ್ಟರೂ, ಹಾಲು ಮತ ಕೆಡುವುದಿಲ್ಲ! — [58, 123, 198, 134]
bullet-item: ▸ ಅಂದು ಆಣೆ ಮಾಡಿ, ಇಂದು ಉಲ್ಟಾ ಹೊಡೆಯುತ್ತಿದ್ದಾರೆ — [58, 151, 230, 162]
color-registration-marks — [840, 1404, 880, 1423]
